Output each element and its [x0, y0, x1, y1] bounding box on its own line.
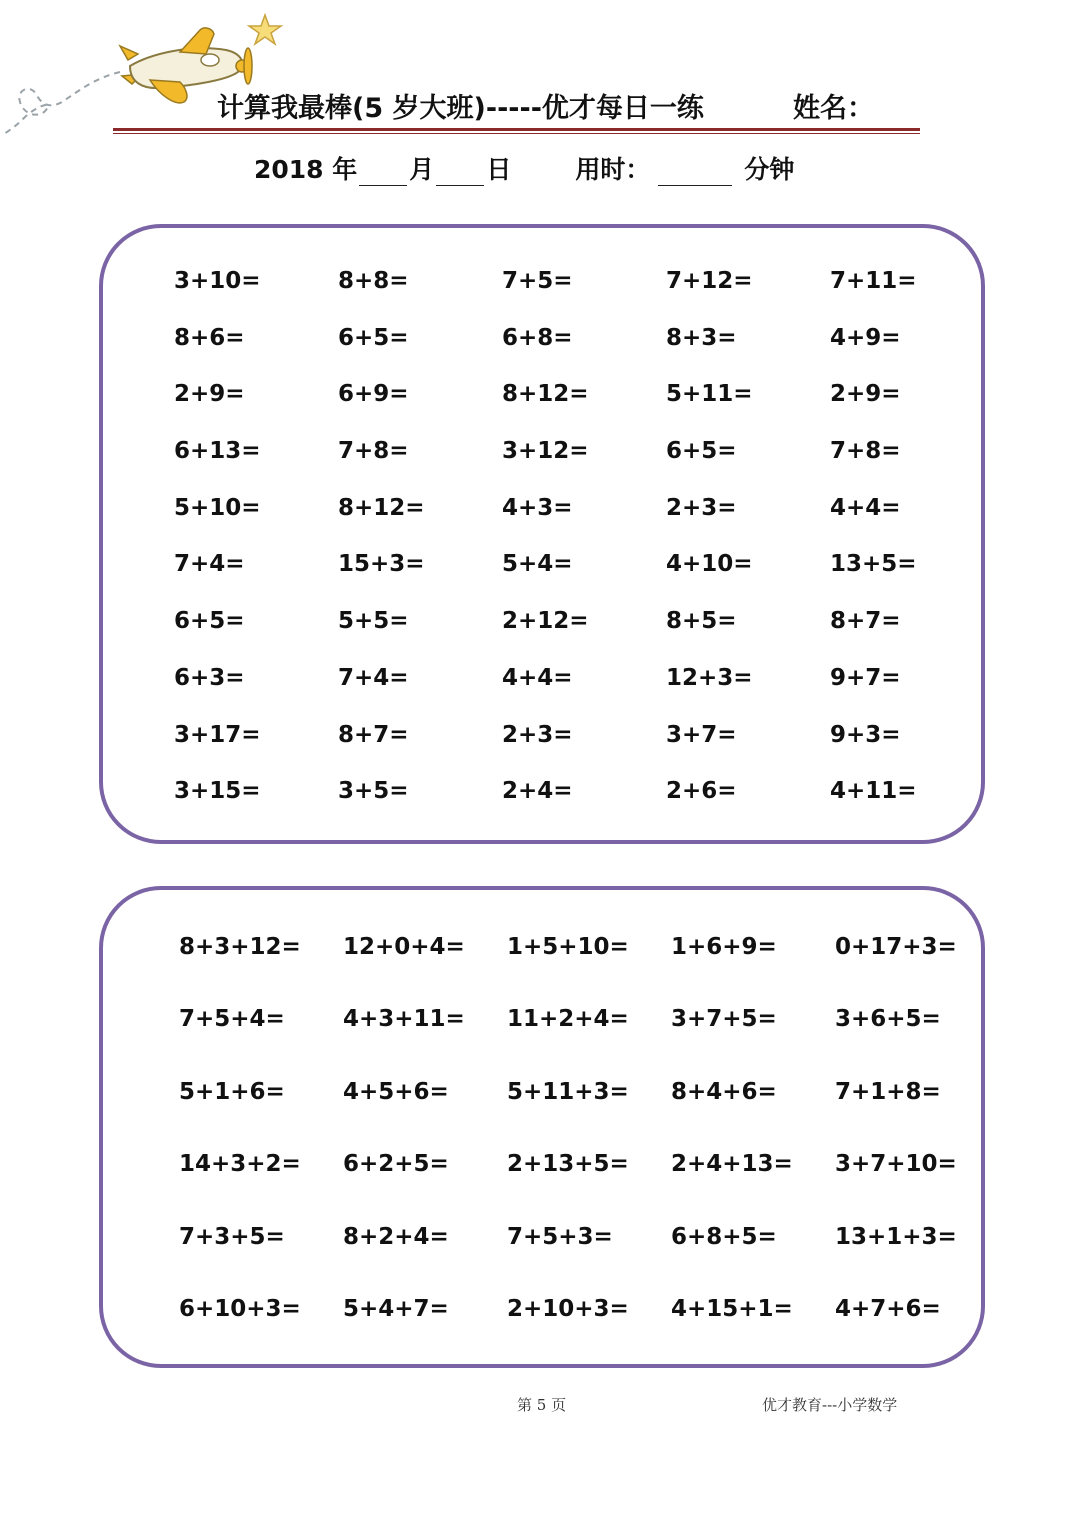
math-problem: 7+4= [338, 664, 409, 691]
math-problem: 9+3= [830, 721, 901, 748]
header-rule-thin [113, 133, 920, 134]
date-line [254, 150, 794, 186]
math-problem: 8+12= [502, 381, 589, 408]
math-problem: 12+3= [666, 664, 753, 691]
math-problem: 5+4= [502, 551, 573, 578]
math-problem: 6+5= [174, 608, 245, 635]
month-blank[interactable] [359, 159, 407, 186]
math-problem: 4+11= [830, 778, 917, 805]
day-blank[interactable] [436, 159, 484, 186]
math-problem: 8+7= [338, 721, 409, 748]
math-problem: 8+8= [338, 268, 409, 294]
math-problem: 6+8= [502, 324, 573, 351]
math-problem: 6+5= [666, 438, 737, 465]
math-problem: 8+2+4= [343, 1223, 449, 1250]
footer-brand: 优才教育---小学数学 [762, 1396, 898, 1414]
math-problem: 7+5+3= [507, 1223, 613, 1250]
math-problem: 3+7= [666, 721, 737, 748]
math-problem: 3+5= [338, 778, 409, 805]
math-problem: 5+11+3= [507, 1078, 629, 1105]
math-problem: 2+3= [666, 494, 737, 521]
math-problem: 13+5= [830, 551, 917, 578]
header-rule [113, 128, 920, 131]
math-problem: 7+8= [830, 438, 901, 465]
math-problem: 4+10= [666, 551, 753, 578]
math-problem: 3+10= [174, 268, 261, 294]
math-problem: 5+1+6= [179, 1078, 285, 1105]
math-problem: 4+9= [830, 324, 901, 351]
page-title: 计算我最棒(5 岁大班)-----优才每日一练 [217, 93, 704, 124]
math-problem: 8+7= [830, 608, 901, 635]
math-problem: 2+12= [502, 608, 589, 635]
month-label: 月 [409, 155, 435, 184]
math-problem: 4+7+6= [835, 1295, 941, 1322]
math-problem: 4+4= [502, 664, 573, 691]
math-problem: 4+5+6= [343, 1078, 449, 1105]
math-problem: 2+13+5= [507, 1151, 629, 1178]
math-problem: 2+10+3= [507, 1295, 629, 1322]
math-problem: 8+4+6= [671, 1078, 777, 1105]
math-problem: 8+5= [666, 608, 737, 635]
problem-grid-three-addend [179, 934, 999, 1368]
math-problem: 1+6+9= [671, 934, 777, 960]
math-problem: 8+3+12= [179, 934, 301, 960]
math-problem: 3+12= [502, 438, 589, 465]
math-problem: 7+4= [174, 551, 245, 578]
math-problem: 7+5+4= [179, 1006, 285, 1033]
math-problem: 6+9= [338, 381, 409, 408]
math-problem: 3+7+10= [835, 1151, 957, 1178]
math-problem: 3+6+5= [835, 1006, 941, 1033]
math-problem: 3+7+5= [671, 1006, 777, 1033]
math-problem: 8+6= [174, 324, 245, 351]
math-problem: 4+15+1= [671, 1295, 793, 1322]
problem-grid-two-addend [174, 268, 994, 835]
minutes-label: 分钟 [744, 155, 795, 184]
math-problem: 2+4+13= [671, 1151, 793, 1178]
math-problem: 4+3+11= [343, 1006, 465, 1033]
math-problem: 2+9= [174, 381, 245, 408]
math-problem: 3+15= [174, 778, 261, 805]
math-problem: 7+8= [338, 438, 409, 465]
math-problem: 6+13= [174, 438, 261, 465]
math-problem: 7+3+5= [179, 1223, 285, 1250]
math-problem: 14+3+2= [179, 1151, 301, 1178]
math-problem: 8+12= [338, 494, 425, 521]
math-problem: 7+1+8= [835, 1078, 941, 1105]
math-problem: 5+4+7= [343, 1295, 449, 1322]
math-problem: 7+12= [666, 268, 753, 294]
math-problem: 2+4= [502, 778, 573, 805]
math-problem: 12+0+4= [343, 934, 465, 960]
year-label: 2018 年 [254, 155, 358, 184]
math-problem: 2+6= [666, 778, 737, 805]
math-problem: 6+8+5= [671, 1223, 777, 1250]
math-problem: 8+3= [666, 324, 737, 351]
math-problem: 15+3= [338, 551, 425, 578]
math-problem: 13+1+3= [835, 1223, 957, 1250]
math-problem: 9+7= [830, 664, 901, 691]
math-problem: 4+3= [502, 494, 573, 521]
math-problem: 2+3= [502, 721, 573, 748]
time-blank[interactable] [658, 159, 732, 186]
math-problem: 4+4= [830, 494, 901, 521]
math-problem: 5+10= [174, 494, 261, 521]
math-problem: 6+5= [338, 324, 409, 351]
math-problem: 0+17+3= [835, 934, 957, 960]
page-number: 第 5 页 [517, 1396, 567, 1414]
name-label: 姓名： [793, 93, 874, 124]
math-problem: 6+10+3= [179, 1295, 301, 1322]
math-problem: 2+9= [830, 381, 901, 408]
day-label: 日 [486, 155, 512, 184]
math-problem: 3+17= [174, 721, 261, 748]
math-problem: 7+5= [502, 268, 573, 294]
math-problem: 7+11= [830, 268, 917, 294]
time-label: 用时： [575, 155, 651, 184]
math-problem: 1+5+10= [507, 934, 629, 960]
math-problem: 5+11= [666, 381, 753, 408]
star-icon [249, 15, 281, 44]
math-problem: 6+2+5= [343, 1151, 449, 1178]
math-problem: 6+3= [174, 664, 245, 691]
math-problem: 11+2+4= [507, 1006, 629, 1033]
math-problem: 5+5= [338, 608, 409, 635]
